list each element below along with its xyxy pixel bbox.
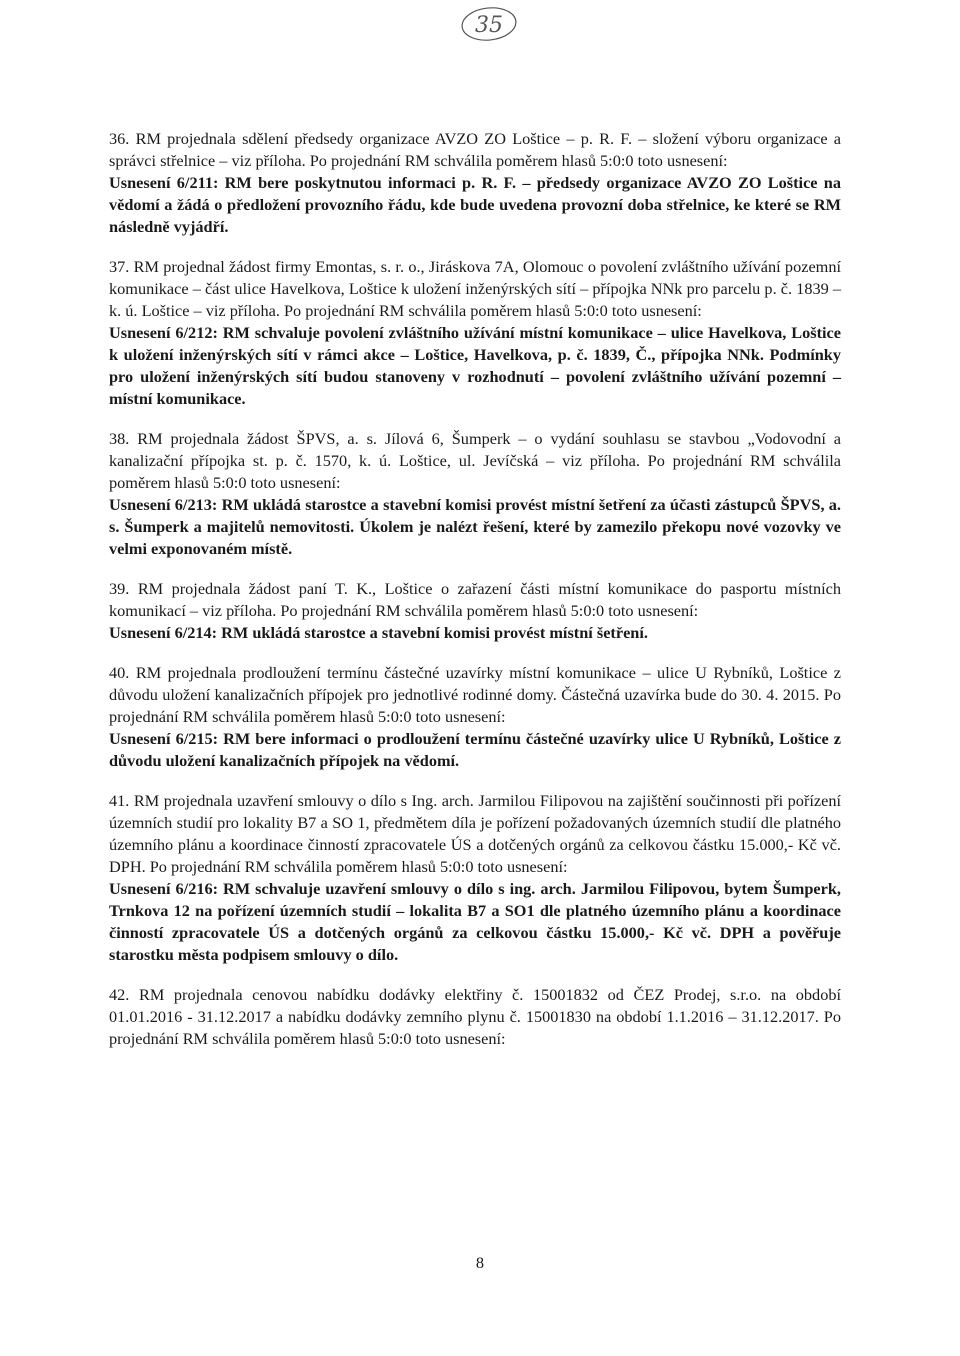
agenda-item-38 xyxy=(109,428,841,560)
item-text xyxy=(109,578,841,622)
item-text xyxy=(109,984,841,1050)
resolution-text: Usnesení 6/212: RM schvaluje povolení zvláštního užívání místní komunikace – ulice Havelkova, Loštice k uložení inženýrských sítí v rámci akce – Loštice, Havelkova, p. č. 1839, Č., přípojka NNk. Podmínky pro uložení inženýrských sítí budou stanoveny v rozhodnutí – povolení zvláštního užívání pozemní – místní komunikace. xyxy=(109,323,841,408)
agenda-item-37 xyxy=(109,256,841,410)
agenda-item-42 xyxy=(109,984,841,1050)
item-description: RM projednala uzavření smlouvy o dílo s Ing. arch. Jarmilou Filipovou na zajištění součinnosti při pořízení územních studií pro lokality B7 a SO 1, předmětem díla je pořízení požadovaných územních studií dle platného územního plánu a koordinace činností zpracovatele ÚS a dotčených orgánů za celkovou částku 15.000,- Kč vč. DPH. Po projednání RM schválila poměrem hlasů 5:0:0 toto usnesení: xyxy=(109,791,842,876)
agenda-item-40 xyxy=(109,662,841,772)
agenda-item-41 xyxy=(109,790,841,966)
resolution-text: Usnesení 6/216: RM schvaluje uzavření smlouvy o dílo s ing. arch. Jarmilou Filipovou, bytem Šumperk, Trnkova 12 na pořízení územních studií – lokalita B7 a SO1 dle platného územního plánu a koordinace činností zpracovatele ÚS a dotčených orgánů za celkovou částku 15.000,- Kč vč. DPH a pověřuje starostku města podpisem smlouvy o dílo. xyxy=(109,879,841,964)
item-number: 39. xyxy=(109,579,130,598)
item-description: RM projednala žádost ŠPVS, a. s. Jílová 6, Šumperk – o vydání souhlasu se stavbou „Vodovodní a kanalizační přípojka st. p. č. 1570, k. ú. Loštice, ul. Jevíčská – viz příloha. Po projednání RM schválila poměrem hlasů 5:0:0 toto usnesení: xyxy=(109,429,841,492)
handwritten-page-mark xyxy=(457,4,521,44)
item-text xyxy=(109,662,841,728)
item-description: RM projednala cenovou nabídku dodávky elektřiny č. 15001832 od ČEZ Prodej, s.r.o. na období 01.01.2016 - 31.12.2017 a nabídku dodávky zemního plynu č. 15001830 na období 1.1.2016 – 31.12.2017. Po projednání RM schválila poměrem hlasů 5:0:0 toto usnesení: xyxy=(109,985,841,1048)
resolution-text: Usnesení 6/211: RM bere poskytnutou informaci p. R. F. – předsedy organizace AVZO ZO Loštice na vědomí a žádá o předložení provozního řádu, kde bude uvedena provozní doba střelnice, ke které se RM následně vyjádří. xyxy=(109,173,841,236)
minutes-body xyxy=(109,128,841,1068)
item-text xyxy=(109,256,841,322)
item-number: 41. xyxy=(109,791,130,810)
item-description: RM projednala sdělení předsedy organizace AVZO ZO Loštice – p. R. F. – složení výboru organizace a správci střelnice – viz příloha. Po projednání RM schválila poměrem hlasů 5:0:0 toto usnesení: xyxy=(109,129,842,170)
item-number: 40. xyxy=(109,663,130,682)
handwritten-circle-icon xyxy=(457,4,521,44)
page-mark-text: 35 xyxy=(475,13,503,38)
item-text xyxy=(109,790,841,878)
item-number: 38. xyxy=(109,429,130,448)
page-number: 8 xyxy=(475,1253,485,1272)
item-number: 36. xyxy=(109,129,130,148)
item-text xyxy=(109,428,841,494)
item-description: RM projednala žádost paní T. K., Loštice o zařazení části místní komunikace do pasportu místních komunikací – viz příloha. Po projednání RM schválila poměrem hlasů 5:0:0 toto usnesení: xyxy=(109,579,841,620)
item-text xyxy=(109,128,841,172)
item-description: RM projednal žádost firmy Emontas, s. r. o., Jiráskova 7A, Olomouc o povolení zvláštního užívání pozemní komunikace – část ulice Havelkova, Loštice k uložení inženýrských sítí – přípojka NNk pro parcelu p. č. 1839 – k. ú. Loštice – viz příloha. Po projednání RM schválila poměrem hlasů 5:0:0 toto usnesení: xyxy=(109,257,841,320)
item-number: 37. xyxy=(109,257,130,276)
resolution-text: Usnesení 6/215: RM bere informaci o prodloužení termínu částečné uzavírky ulice U Rybníků, Loštice z důvodu uložení kanalizačních přípojek na vědomí. xyxy=(109,729,841,770)
resolution-text: Usnesení 6/213: RM ukládá starostce a stavební komisi provést místní šetření za účasti zástupců ŠPVS, a. s. Šumperk a majitelů nemovitosti. Úkolem je nalézt řešení, které by zamezilo překopu nové vozovky ve velmi exponovaném místě. xyxy=(109,495,841,558)
agenda-item-36 xyxy=(109,128,841,238)
agenda-item-39 xyxy=(109,578,841,644)
item-description: RM projednala prodloužení termínu částečné uzavírky místní komunikace – ulice U Rybníků, Loštice z důvodu uložení kanalizačních přípojek pro jednotlivé rodinné domy. Částečná uzavírka bude do 30. 4. 2015. Po projednání RM schválila poměrem hlasů 5:0:0 toto usnesení: xyxy=(109,663,841,726)
item-number: 42. xyxy=(109,985,130,1004)
resolution-text: Usnesení 6/214: RM ukládá starostce a stavební komisi provést místní šetření. xyxy=(109,623,648,642)
